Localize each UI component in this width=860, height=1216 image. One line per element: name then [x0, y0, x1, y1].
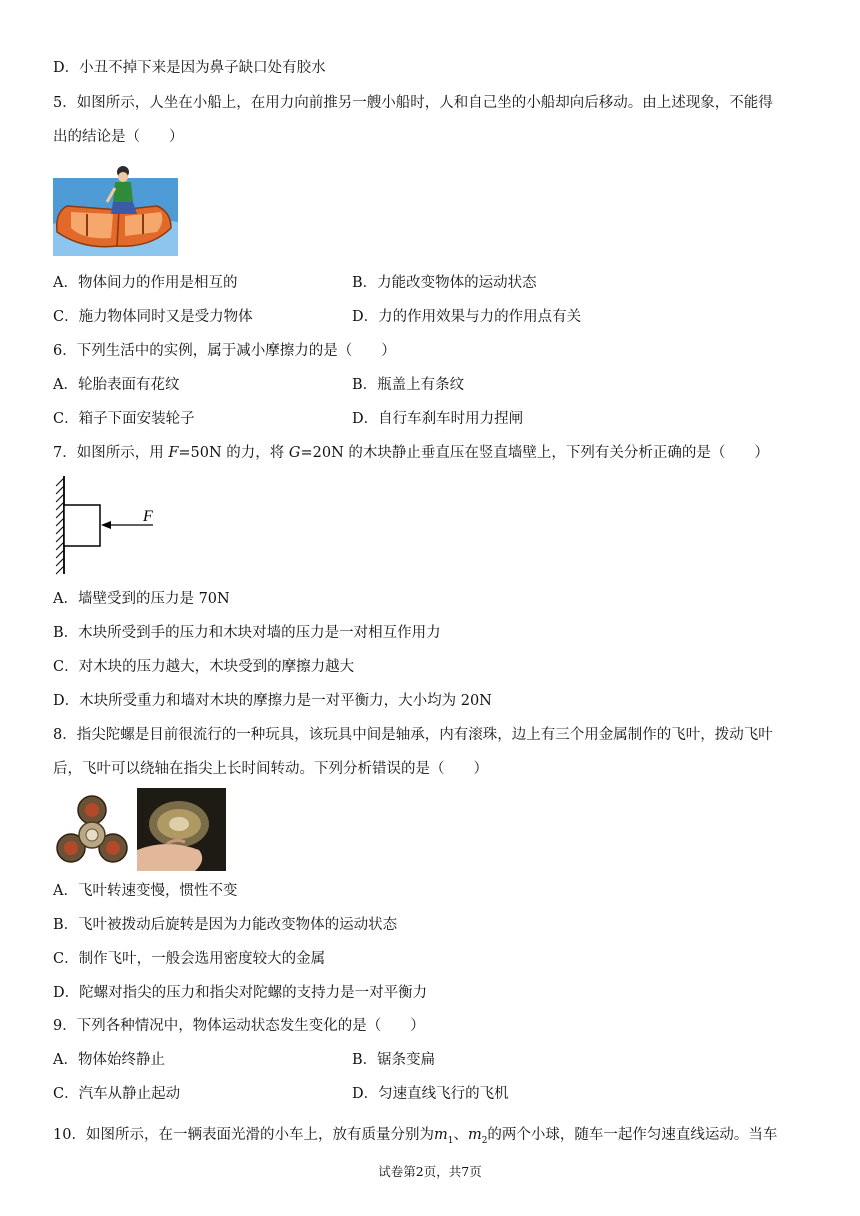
q9-option-c: C．汽车从静止起动 [53, 1086, 181, 1102]
q9-option-d: D．匀速直线飞行的飞机 [352, 1086, 509, 1102]
q6-option-a: A．轮胎表面有花纹 [53, 377, 180, 393]
q7-stem-post: =20N 的木块静止垂直压在竖直墙壁上，下列有关分析正确的是（ ） [300, 445, 769, 461]
q6-option-b: B．瓶盖上有条纹 [352, 377, 465, 393]
q7-option-c: C．对木块的压力越大，木块受到的摩擦力越大 [53, 659, 355, 675]
q10-sep: 、 [453, 1127, 468, 1143]
q6-option-c: C．箱子下面安装轮子 [53, 411, 195, 427]
q7-option-d: D．木块所受重力和墙对木块的摩擦力是一对平衡力，大小均为 20N [53, 693, 492, 709]
q10-stem-pre: 10．如图所示，在一辆表面光滑的小车上，放有质量分别为 [53, 1127, 434, 1143]
q8-option-a: A．飞叶转速变慢，惯性不变 [53, 883, 238, 899]
q5-option-a: A．物体间力的作用是相互的 [53, 275, 238, 291]
q10-stem-post: 的两个小球，随车一起作匀速直线运动。当车 [487, 1127, 778, 1143]
force-arrowhead [101, 521, 111, 529]
q6-option-d: D．自行车刹车时用力捏闸 [352, 411, 524, 427]
q10-m2-sub: 2 [481, 1135, 488, 1146]
page-footer: 试卷第2页，共7页 [378, 1164, 482, 1179]
q8-stem-line2: 后，飞叶可以绕轴在指尖上长时间转动。下列分析错误的是（ ） [53, 761, 488, 777]
q5-option-c: C．施力物体同时又是受力物体 [53, 309, 253, 325]
q7-option-a: A．墙壁受到的压力是 70N [53, 591, 230, 607]
q8-spinner-figure [53, 793, 131, 869]
q7-stem-mid: =50N 的力，将 [178, 445, 289, 461]
q10-stem [53, 1125, 777, 1151]
q8-option-c: C．制作飞叶，一般会选用密度较大的金属 [53, 951, 326, 967]
q9-option-a: A．物体始终静止 [53, 1052, 165, 1068]
q5-stem-line1: 5．如图所示，人坐在小船上，在用力向前推另一艘小船时，人和自己坐的小船却向后移动。由上述现象，不能得 [53, 95, 773, 111]
q8-stem-line1: 8．指尖陀螺是目前很流行的一种玩具，该玩具中间是轴承，内有滚珠，边上有三个用金属制作的飞叶，拨动飞叶 [53, 727, 773, 743]
force-label: F [143, 508, 153, 525]
q8-hand-spinner-photo [137, 788, 226, 871]
q8-option-b: B．飞叶被拨动后旋转是因为力能改变物体的运动状态 [53, 917, 398, 933]
q8-option-d: D．陀螺对指尖的压力和指尖对陀螺的支持力是一对平衡力 [53, 985, 428, 1001]
q9-option-b: B．锯条变扁 [352, 1052, 436, 1068]
q6-stem: 6．下列生活中的实例，属于减小摩擦力的是（ ） [53, 343, 396, 359]
q7-stem-pre: 7．如图所示，用 [53, 445, 169, 461]
q10-m1: m [433, 1127, 448, 1143]
q5-option-b: B．力能改变物体的运动状态 [352, 275, 537, 291]
q9-stem: 9．下列各种情况中，物体运动状态发生变化的是（ ） [53, 1018, 425, 1034]
q10-m1-sub: 1 [447, 1135, 454, 1146]
q7-stem [53, 443, 769, 463]
q10-m2: m [467, 1127, 482, 1143]
q5-boat-figure [53, 166, 178, 256]
q7-wall-block-figure [53, 474, 168, 576]
q7-option-b: B．木块所受到手的压力和木块对墙的压力是一对相互作用力 [53, 625, 441, 641]
q5-stem-line2: 出的结论是（ ） [53, 129, 184, 145]
block [64, 505, 100, 546]
q7-var-g: G [288, 445, 301, 461]
q7-var-f: F [168, 445, 179, 461]
q4-option-d: D．小丑不掉下来是因为鼻子缺口处有胶水 [53, 60, 326, 76]
q5-option-d: D．力的作用效果与力的作用点有关 [352, 309, 582, 325]
